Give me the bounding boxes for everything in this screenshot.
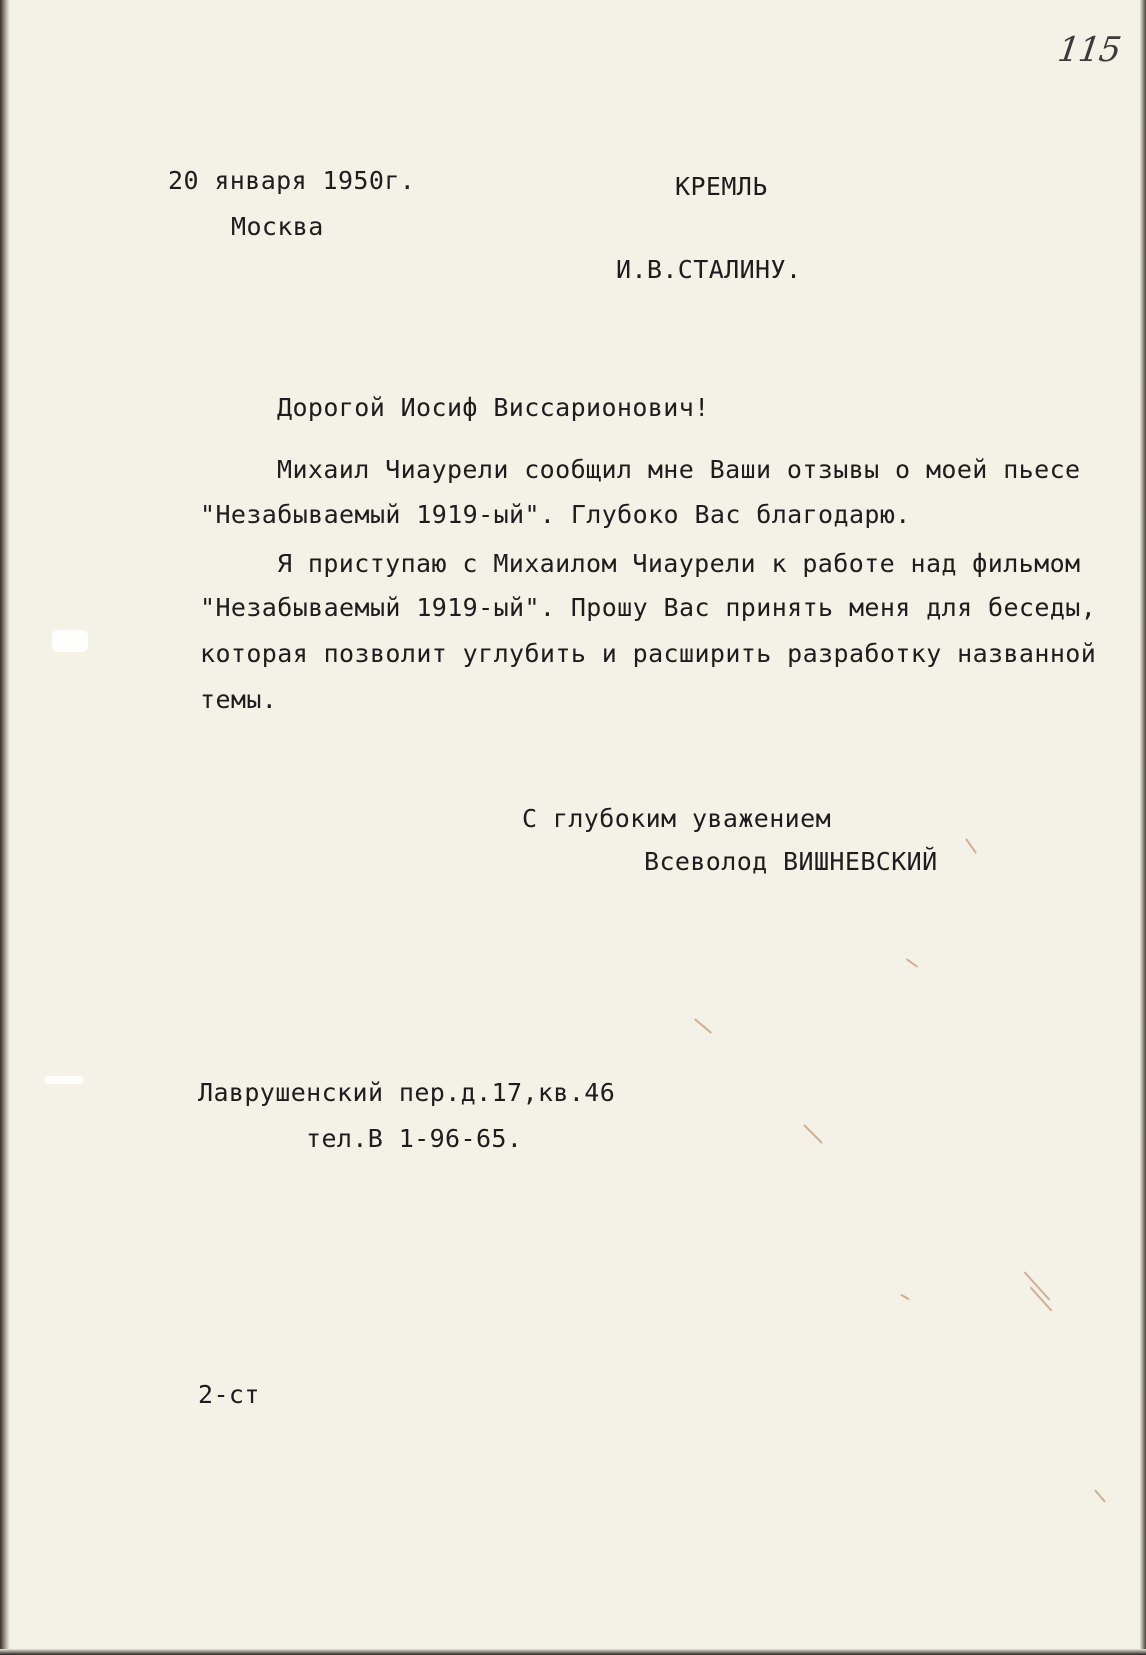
paper-speck [803, 1124, 823, 1144]
letter-date: 20 января 1950г. [168, 166, 416, 195]
letter-destination: КРЕМЛЬ [675, 172, 768, 201]
paper-speck [900, 1294, 910, 1301]
page-edge-bottom [0, 1649, 1146, 1655]
body-line-1: Михаил Чиаурели сообщил мне Ваши отзывы о моей пьесе [277, 455, 1081, 484]
punch-hole-mark [44, 1076, 84, 1084]
letter-city: Москва [231, 212, 324, 241]
paper-speck [694, 1018, 712, 1034]
page-edge-left [0, 0, 10, 1655]
body-line-2: "Незабываемый 1919-ый". Глубоко Вас благодарю. [200, 500, 911, 529]
body-line-4: "Незабываемый 1919-ый". Прошу Вас принять меня для беседы, [200, 593, 1097, 622]
body-line-3: Я приступаю с Михаилом Чиаурели к работе над фильмом [277, 549, 1081, 578]
letter-salutation: Дорогой Иосиф Виссарионович! [277, 393, 710, 422]
archive-page-number: 115 [1055, 30, 1123, 70]
paper-speck [965, 838, 977, 854]
letter-signature: Всеволод ВИШНЕВСКИЙ [644, 847, 938, 876]
paper-speck [1094, 1489, 1106, 1503]
letter-closing: С глубоким уважением [522, 804, 832, 833]
paper-speck [906, 958, 919, 968]
letter-addressee: И.В.СТАЛИНУ. [616, 255, 802, 284]
punch-hole-mark [52, 630, 88, 652]
copies-note: 2-ст [198, 1380, 260, 1409]
page-edge-right [1140, 0, 1146, 1655]
body-line-5: которая позволит углубить и расширить разработку названной [200, 639, 1097, 668]
body-line-6: темы. [200, 685, 278, 714]
sender-address: Лаврушенский пер.д.17,кв.46 [198, 1078, 616, 1107]
sender-phone: тел.В 1-96-65. [306, 1124, 523, 1153]
